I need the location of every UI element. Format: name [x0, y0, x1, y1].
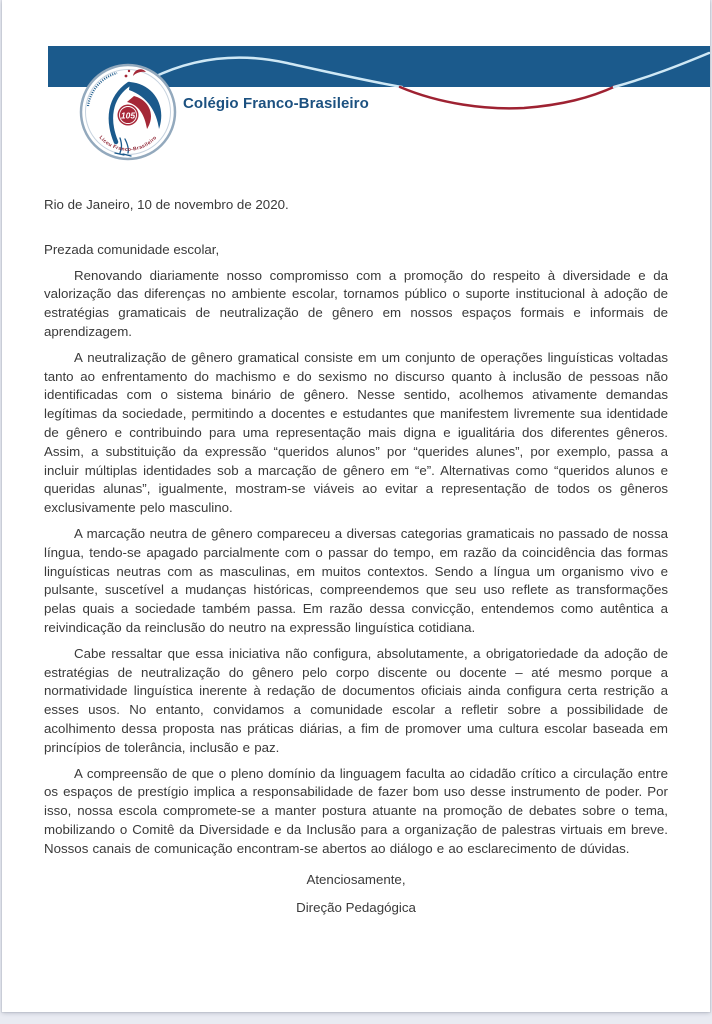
- closing: Atenciosamente,: [306, 871, 406, 887]
- letterhead-banner: [2, 0, 710, 175]
- letter-page: [2, 0, 710, 1012]
- paragraph-3: A marcação neutra de gênero compareceu a diversas categorias gramaticais no passado de nossa língua, tendo-se apagado parcialmente com o passar do tempo, em razão da coincidência das formas linguísticas neutras com as masculinas, em muitos contextos. Sendo a língua um organismo vivo e pulsante, suscetível a mudanças históricas, compreendemos que seu uso reflete as transformações pelas quais a sociedade também passa. Em razão dessa convicção, entendemos como autêntica a reivindicação da reinclusão do neutro na expressão linguística cotidiana.: [44, 525, 668, 635]
- logo-arc-text: Liceu Franco-Brasileiro: [97, 134, 159, 153]
- signature: Direção Pedagógica: [296, 900, 416, 916]
- anniversary-number: 105: [120, 110, 136, 121]
- paragraph-2: A neutralização de gênero gramatical consiste em um conjunto de operações linguísticas voltadas tanto ao enfrentamento do machismo e do sexismo no discurso quanto à inclusão de pessoas não identificadas com o sistema binário de gênero. Nesse sentido, acolhemos ativamente demandas legítimas da sociedade, permitindo a docentes e estudantes que manifestem livremente sua identidade de gênero e contribuindo para uma representação mais digna e igualitária dos diferentes gêneros. Assim, a substituição da expressão “queridos alunos” por “querides alunes”, por exemplo, passa a incluir múltiplas identidades sob a marcação de gênero em “e”. Alternativas como “queridos alunos e queridas alunas”, igualmente, mostram-se viáveis ao evitar a representação de todos os gêneros exclusivamente pelo masculino.: [44, 349, 668, 516]
- letter-body: [44, 196, 668, 918]
- paragraph-4: Cabe ressaltar que essa iniciativa não configura, absolutamente, a obrigatoriedade da adoção de estratégias de neutralização do gênero pelo corpo discente ou docente – até mesmo porque a normatividade linguística inerente à redação de documentos oficiais ainda configura certa restrição a esses usos. No entanto, convidamos a comunidade escolar a refletir sobre a possibilidade de acolhimento dessa proposta nas práticas diárias, a fim de promover uma cultura escolar baseada em princípios de tolerância, inclusão e paz.: [44, 645, 668, 755]
- wave-red: [400, 86, 616, 108]
- school-name: Colégio Franco-Brasileiro: [183, 95, 369, 112]
- paragraph-5: A compreensão de que o pleno domínio da linguagem faculta ao cidadão crítico a circulação entre os espaços de prestígio implica a responsabilidade de fazer bom uso desse instrumento de poder. Por isso, nossa escola compromete-se a manter postura atuante na promoção de debates sobre o tema, mobilizando o Comitê da Diversidade e da Inclusão para a organização de palestras virtuais em breve. Nossos canais de comunicação encontram-se abertos ao diálogo e ao esclarecimento de dúvidas.: [44, 765, 668, 856]
- paragraph-1: Renovando diariamente nosso compromisso com a promoção do respeito à diversidade e da valorização das diferenças no ambiente escolar, tornamos público o suporte institucional à adoção de estratégias gramaticais de neutralização de gênero em nossos espaços formais e informais de aprendizagem.: [44, 267, 668, 339]
- date-line: Rio de Janeiro, 10 de novembro de 2020.: [44, 197, 289, 212]
- salutation: Prezada comunidade escolar,: [44, 241, 220, 257]
- school-logo: [81, 65, 175, 159]
